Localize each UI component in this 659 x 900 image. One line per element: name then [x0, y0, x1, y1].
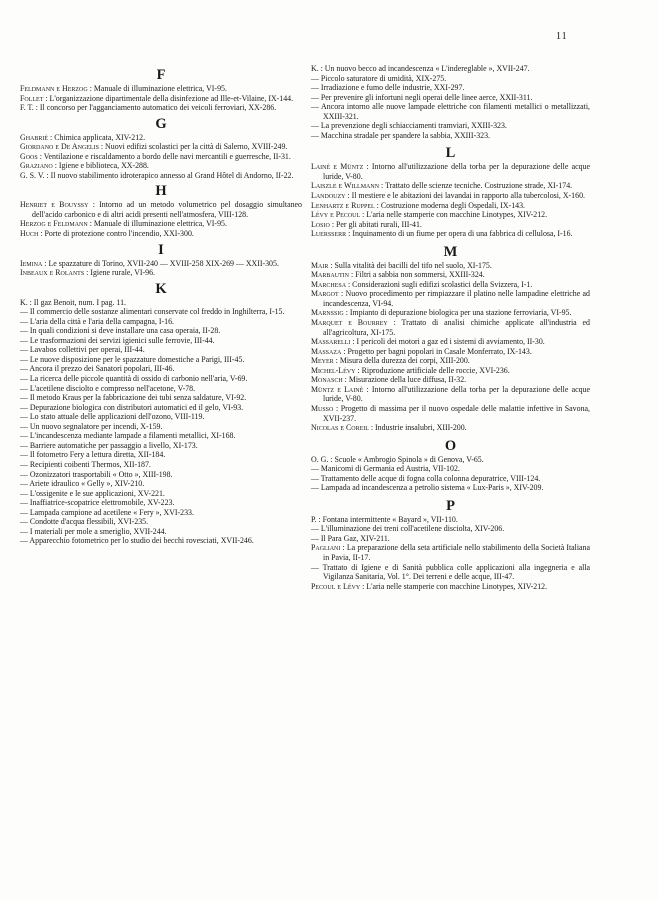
entry-text: — Inaffiatrice-scopatrice elettromobile, XV-223.: [20, 498, 175, 508]
entry-text: : Misurazione della luce diffusa, II-32.: [344, 375, 467, 385]
entry-text: : L'aria nelle stamperie con macchine Linotypes, XIV-212.: [362, 210, 548, 220]
entry-text: : Intorno all'utilizzazione della torba per la depurazione delle acque luride, V-80.: [323, 162, 590, 181]
entry-text: : Progetto per bagni popolari in Casale Monferrato, IX-143.: [343, 346, 532, 356]
index-entry: [20, 374, 302, 384]
index-entry: [311, 474, 590, 484]
index-entry: [20, 441, 302, 451]
index-entry: [20, 431, 302, 441]
index-entry: [20, 259, 302, 269]
index-entry: [20, 508, 302, 518]
entry-author: Ghabriè: [20, 132, 49, 142]
entry-text: : Chimica applicata, XIV-212.: [50, 132, 146, 142]
index-entry: [20, 219, 302, 229]
entry-text: : Manuale di illuminazione elettrica, VI-95.: [89, 219, 227, 229]
index-entry: [20, 326, 302, 336]
index-entry: [20, 498, 302, 508]
section-letter: L: [445, 145, 456, 162]
entry-text: — Ozonizzatori trasportabili « Otto », XIII-198.: [20, 469, 173, 479]
entry-text: : Le spazzature di Torino, XVII-240 — XVIII-258 XIX-269 — XXII-305.: [44, 258, 279, 268]
entry-author: Huch: [20, 229, 39, 239]
entry-author: Follet: [20, 93, 44, 103]
index-entry: [311, 524, 590, 534]
entry-text: — Le trasformazioni dei servizi igienici sulle ferrovie, III-44.: [20, 335, 215, 345]
section-letter: P: [446, 497, 455, 514]
entry-text: P. : Fontana intermittente « Bayard », VII-110.: [311, 514, 458, 524]
index-entry: [20, 355, 302, 365]
entry-text: — L'illuminazione dei treni coll'acetilene disciolta, XIV-206.: [311, 524, 505, 534]
section-letter: G: [155, 115, 167, 132]
index-entry: [20, 268, 302, 278]
entry-text: : Nuovo procedimento per rimpiazzare il platino nelle lampadine elettriche ad incandescenza, VI-94.: [323, 289, 590, 308]
entry-text: — Ariete idraulico « Gelly », XIV-210.: [20, 479, 145, 489]
entry-text: : Il mestiere e le abitazioni dei lavandai in rapporto alla tubercolosi, X-160.: [347, 191, 585, 201]
index-entry: [20, 479, 302, 489]
entry-text: — Manicomi di Germania ed Austria, VII-102.: [311, 464, 460, 474]
entry-text: — Recipienti coibenti Thermos, XII-187.: [20, 459, 151, 469]
index-entry: [20, 229, 302, 239]
entry-text: : Manuale di illuminazione elettrica, VI-95.: [89, 84, 227, 93]
entry-text: : Trattato delle scienze tecniche. Costruzione strade, XI-174.: [381, 181, 573, 191]
entry-author: Luersserr: [311, 229, 347, 239]
index-entry: [20, 200, 302, 219]
entry-author: Laiszle e Willmann: [311, 181, 380, 191]
entry-text: : Ventilazione e riscaldamento a bordo delle navi mercantili e guerresche, II-31.: [39, 151, 291, 161]
section-letter: I: [158, 241, 164, 258]
entry-text: — In quali condizioni si deve installare una casa operaia, II-28.: [20, 326, 221, 336]
index-entry: [311, 455, 590, 465]
index-entry: [20, 133, 302, 143]
index-entry: [20, 103, 302, 113]
entry-author: Michel-Lévy: [311, 365, 356, 375]
index-entry: [311, 261, 590, 271]
entry-author: Iemina: [20, 258, 43, 268]
entry-text: : Nuovi edifizi scolastici per la città di Salerno, XVIII-249.: [100, 142, 288, 152]
entry-text: : Per gli abitati rurali, III-41.: [331, 219, 422, 229]
index-entry: [311, 337, 590, 347]
index-entry: [311, 220, 590, 230]
entry-author: Marbautin: [311, 270, 350, 280]
index-entry: [20, 527, 302, 537]
entry-text: — Un nuovo segnalatore per incendi, X-159.: [20, 421, 163, 431]
entry-author: Herzog e Feldmann: [20, 219, 88, 229]
entry-text: — Macchina stradale per spandere la sabbia, XXIII-323.: [311, 130, 490, 140]
index-column-right: [311, 64, 590, 591]
entry-author: Nicolas e Coreil: [311, 423, 369, 433]
entry-text: — Lavabos collettivi per operai, III-44.: [20, 345, 145, 355]
entry-text: — Condotte d'acqua flessibili, XVI-235.: [20, 517, 149, 527]
index-entry: [20, 94, 302, 104]
index-entry: [311, 563, 590, 582]
index-entry: [311, 318, 590, 337]
entry-author: Henriet e Bouyssy: [20, 200, 89, 210]
entry-author: Monasch: [311, 375, 343, 385]
entry-text: — Il metodo Kraus per la fabbricazione dei tubi senza saldature, VI-92.: [20, 393, 247, 403]
index-entry: [311, 181, 590, 191]
index-entry: [311, 270, 590, 280]
entry-author: Pecoul e Lévy: [311, 581, 361, 591]
entry-text: — La ricerca delle piccole quantità di ossido di carbonio nell'aria, V-69.: [20, 374, 248, 384]
entry-author: Müntz e Lainè: [311, 384, 364, 394]
index-entry: [20, 364, 302, 374]
entry-author: Lainè e Müntz: [311, 162, 364, 172]
section-letter: H: [155, 183, 167, 200]
entry-text: : Industrie insalubri, XIII-200.: [370, 423, 467, 433]
index-entry: [311, 102, 590, 121]
entry-text: : Intorno ad un metodo volumetrico pel dosaggio simultaneo dell'acido carbonico e di altri acidi presenti nell'atmosfera, VIII-128.: [32, 200, 303, 219]
index-entry: [311, 64, 590, 74]
entry-text: — Irradiazione e fumo delle industrie, XXI-297.: [311, 83, 465, 93]
entry-text: — L'incandescenza mediante lampade a filamenti metallici, XI-168.: [20, 431, 236, 441]
entry-text: : Inquinamento di un fiume per opera di una fabbrica di cellulosa, I-16.: [348, 229, 573, 239]
entry-text: — L'aria della città e l'aria della campagna, I-16.: [20, 316, 175, 326]
entry-author: Landouzy: [311, 191, 346, 201]
index-entry: [311, 464, 590, 474]
entry-author: F. T.: [20, 103, 34, 113]
index-entry: [311, 347, 590, 357]
index-entry: [311, 121, 590, 131]
index-entry: [20, 298, 302, 308]
entry-text: K. : Il gaz Benoit, num. I pag. 11.: [20, 297, 126, 307]
entry-text: — Il commercio delle sostanze alimentari conservate col freddo in Inghilterra, I-15.: [20, 307, 285, 317]
entry-text: : Intorno all'utilizzazione della torba per la depurazione delle acque luride, V-80.: [323, 384, 590, 404]
entry-text: : Sulla vitalità dei bacilli del tifo nel suolo, XI-175.: [330, 260, 492, 270]
entry-text: — L'ossigenite e le sue applicazioni, XV-221.: [20, 488, 165, 498]
index-entry: [311, 74, 590, 84]
entry-text: — Barriere automatiche per passaggio a livello, XI-173.: [20, 440, 198, 450]
entry-author: Margot: [311, 289, 339, 299]
index-entry: [20, 403, 302, 413]
entry-author: Marquet e Bourrey: [311, 318, 388, 328]
entry-text: : Costruzione moderna degli Ospedali, IX-143.: [376, 200, 526, 210]
entry-author: Lenhartz e Ruppel: [311, 200, 375, 210]
entry-text: : Igiene rurale, VI-96.: [86, 268, 156, 278]
index-entry: [20, 317, 302, 327]
entry-text: : La preparazione della seta artificiale nello stabilimento della Società Italiana in Pavia, II-17.: [323, 543, 590, 562]
index-entry: [311, 543, 590, 562]
entry-text: : Il concorso per l'agganciamento automatico dei veicoli ferroviari, XX-286.: [35, 103, 277, 113]
entry-author: Mair: [311, 260, 329, 270]
index-entry: [311, 308, 590, 318]
index-entry: [20, 171, 302, 181]
entry-text: : Considerazioni sugli edifizi scolastici della Svizzera, I-1.: [348, 279, 533, 289]
section-letter: M: [443, 243, 458, 260]
index-entry: [311, 385, 590, 404]
index-entry: [311, 289, 590, 308]
index-entry: [311, 375, 590, 385]
section-letter: F: [156, 67, 166, 83]
index-entry: [311, 483, 590, 493]
entry-author: Giordano e De Angelis: [20, 142, 99, 152]
index-entry: [20, 152, 302, 162]
index-column-left: [20, 64, 302, 546]
entry-text: : Misura della durezza dei corpi, XIII-200.: [335, 356, 470, 366]
index-entry: [311, 423, 590, 433]
entry-text: : Progetto di massima per il nuovo ospedale delle malattie infettive in Savona, XVII-237.: [323, 403, 590, 423]
entry-text: — Apparecchio fotometrico per lo studio dei becchi rovesciati, XVII-246.: [20, 536, 254, 546]
entry-author: Massaza: [311, 346, 342, 356]
entry-text: — Lampada ad incandescenza a petrolio sistema « Lux-Paris », XIV-209.: [311, 483, 544, 493]
index-entry: [311, 229, 590, 239]
entry-author: Musso: [311, 403, 334, 413]
entry-author: Meyer: [311, 356, 334, 366]
index-entry: [20, 489, 302, 499]
entry-author: Graziano: [20, 161, 53, 171]
index-entry: [311, 83, 590, 93]
index-entry: [20, 412, 302, 422]
entry-author: Lévy e Pecoul: [311, 210, 361, 220]
index-entry: [20, 450, 302, 460]
entry-author: Inbeaux e Rolants: [20, 268, 85, 278]
index-entry: [20, 393, 302, 403]
entry-text: — L'acetilene disciolto e compresso nell'acetone, V-78.: [20, 383, 196, 393]
index-entry: [311, 191, 590, 201]
index-entry: [311, 280, 590, 290]
entry-text: : Riproduzione artificiale delle roccie, XVI-236.: [357, 365, 510, 375]
index-entry: [311, 162, 590, 181]
entry-text: : L'organizzazione dipartimentale della disinfezione ad Ille-et-Vilaine, IX-144.: [45, 93, 294, 103]
index-entry: [20, 307, 302, 317]
entry-text: — I materiali per mole a smeriglio, XVII-244.: [20, 526, 167, 536]
index-entry: [20, 517, 302, 527]
entry-text: — Depurazione biologica con distributori automatici ed il gelo, VI-93.: [20, 402, 244, 412]
entry-author: Pagliani: [311, 543, 341, 553]
entry-text: : L'aria nelle stamperie con macchine Linotypes, XIV-212.: [362, 581, 548, 591]
index-entry: [311, 404, 590, 423]
entry-author: Losio: [311, 219, 330, 229]
entry-text: : I pericoli dei motori a gaz ed i sistemi di avviamento, II-30.: [352, 337, 545, 347]
index-entry: [20, 470, 302, 480]
entry-text: — Trattamento delle acque di fogna colla colonna depuratrice, VIII-124.: [311, 473, 541, 483]
entry-text: — Ancora intorno alle nuove lampade elettriche con filamenti metallici o metallizzati, XXIII-321.: [311, 102, 590, 121]
index-entry: [311, 131, 590, 141]
entry-text: O. G. : Scuole « Ambrogio Spinola » di Genova, V-65.: [311, 454, 484, 464]
index-entry: [311, 356, 590, 366]
index-entry: [20, 422, 302, 432]
entry-text: — Il fotometro Fery a lettura diretta, XII-184.: [20, 450, 166, 460]
index-entry: [20, 384, 302, 394]
entry-text: — La prevenzione degli schiacciamenti tramviari, XXIII-323.: [311, 121, 507, 131]
index-entry: [20, 142, 302, 152]
entry-text: : Igiene e biblioteca, XX-288.: [54, 161, 149, 171]
section-letter: O: [444, 437, 457, 454]
entry-author: Marchesa: [311, 279, 347, 289]
index-entry: [311, 210, 590, 220]
entry-text: — Per prevenire gli infortuni negli operai delle linee aerce, XXII-311.: [311, 92, 533, 102]
entry-text: : Porte di protezione contro l'incendio, XXI-300.: [40, 229, 194, 239]
entry-text: : Filtri a sabbia non sommersi, XXIII-324.: [351, 270, 485, 280]
index-entry: [20, 336, 302, 346]
entry-text: : Impianto di depurazione biologica per una stazione ferroviaria, VI-95.: [345, 308, 572, 318]
entry-text: — Piccolo saturatore di umidità, XIX-275.: [311, 73, 447, 83]
index-entry: [20, 84, 302, 94]
section-letter: K: [155, 280, 167, 297]
entry-text: : Trattato di analisi chimiche applicate all'industria ed all'agricoltura, XI-175.: [323, 318, 590, 337]
index-entry: [311, 93, 590, 103]
index-entry: [20, 345, 302, 355]
index-entry: [311, 201, 590, 211]
entry-text: — Lo stato attuale delle applicazioni dell'ozono, VIII-119.: [20, 412, 205, 422]
entry-text: : Il nuovo stabilimento idroterapico annesso al Grand Hôtel di Andorno, II-22.: [46, 170, 294, 180]
page-number: 11: [556, 31, 568, 42]
index-entry: [311, 366, 590, 376]
entry-text: — Il Para Gaz, XIV-211.: [311, 533, 390, 543]
entry-text: — Lampada campione ad acetilene « Fery », XVI-233.: [20, 507, 194, 517]
index-entry: [311, 582, 590, 592]
entry-text: — Ancora il prezzo dei Sanatori popolari, III-46.: [20, 364, 175, 374]
entry-text: — Trattato di Igiene e di Sanità pubblica colle applicazioni alla ingegneria e alla Vigilanza Sanitaria, Vol. 1°. Dei terreni e delle acque, III-47.: [311, 562, 590, 582]
index-entry: [20, 161, 302, 171]
entry-author: G. S. V.: [20, 170, 45, 180]
entry-text: — Le nuove disposizione per le spazzature domestiche a Parigi, III-45.: [20, 354, 245, 364]
index-entry: [20, 536, 302, 546]
entry-author: Massarelli: [311, 337, 351, 347]
entry-author: Feldmann e Herzog: [20, 84, 88, 93]
index-entry: [311, 515, 590, 525]
index-entry: [311, 534, 590, 544]
entry-text: K. : Un nuovo becco ad incandescenza « L'indereglable », XVII-247.: [311, 64, 530, 73]
index-entry: [20, 460, 302, 470]
entry-author: Goos: [20, 151, 38, 161]
entry-author: Marnssig: [311, 308, 344, 318]
